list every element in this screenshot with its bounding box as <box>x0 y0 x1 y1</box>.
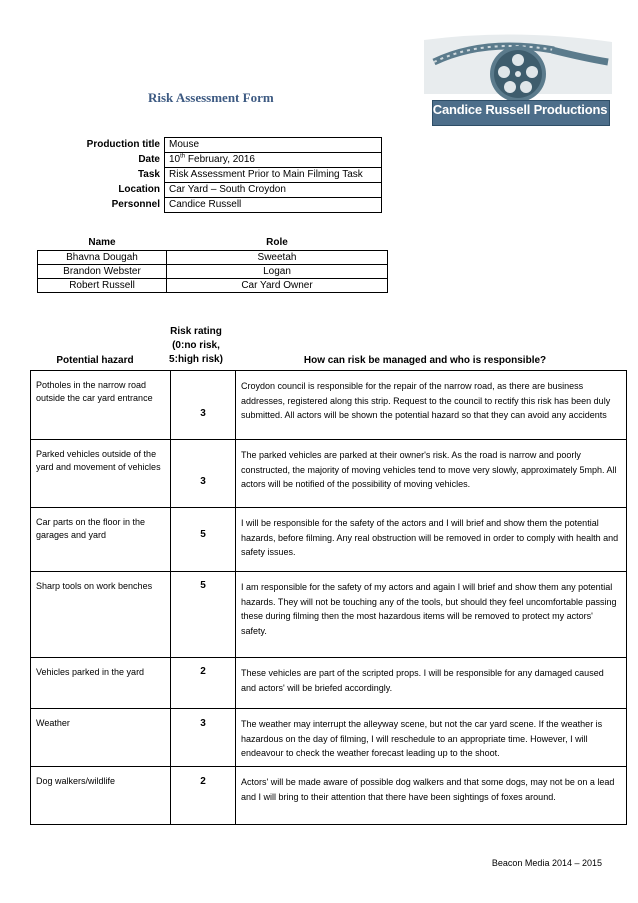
info-value: Mouse <box>165 138 382 153</box>
logo-text: Candice Russell Productions <box>432 102 608 117</box>
name-header: Name <box>88 237 116 248</box>
management-header: How can risk be managed and who is responsible? <box>303 355 547 366</box>
date-rest: February, 2016 <box>185 154 255 165</box>
risk-row <box>31 440 627 508</box>
rating-cell <box>171 572 236 658</box>
personnel-row <box>38 279 388 293</box>
risk-row <box>31 767 627 825</box>
risk-table <box>30 370 627 825</box>
person-role: Logan <box>167 265 388 279</box>
management-cell: The parked vehicles are parked at their owner's risk. As the road is narrow and poorly constructed, the majority of moving vehicles tend to move very slowly, approximately 5mph. All actors will be notified of the possibility of moving vehicles. <box>236 440 627 508</box>
info-row <box>60 153 382 168</box>
rating-cell <box>171 767 236 825</box>
management-cell: These vehicles are part of the scripted props. I will be responsible for any damaged caused and actors' will be briefed accordingly. <box>236 658 627 709</box>
risk-table-header <box>30 325 612 368</box>
hazard-cell: Vehicles parked in the yard <box>31 658 171 709</box>
info-row <box>60 183 382 198</box>
person-role: Car Yard Owner <box>167 279 388 293</box>
info-label: Production title <box>86 139 160 150</box>
rating-value: 2 <box>200 776 206 787</box>
rating-cell <box>171 508 236 572</box>
management-cell: I will be responsible for the safety of the actors and I will brief and show them the potential hazards, before filming. Any real obstruction will be removed in order to comply with health and safety issues. <box>236 508 627 572</box>
rating-value: 5 <box>200 580 206 591</box>
info-row <box>60 138 382 153</box>
personnel-header-row <box>38 235 388 251</box>
role-header: Role <box>266 237 288 248</box>
info-label: Location <box>118 184 160 195</box>
management-cell: Actors' will be made aware of possible dog walkers and that some dogs, may not be on a lead and I will bring to their attention that there have been sightings of foxes around. <box>236 767 627 825</box>
person-name: Brandon Webster <box>38 265 167 279</box>
person-role: Sweetah <box>167 251 388 265</box>
management-cell: The weather may interrupt the alleyway scene, but not the car yard scene. If the weather is hazardous on the day of filming, I will reschedule to an appropriate time. However, I will endeavour to check the weather forecast leading up to the shoot. <box>236 709 627 767</box>
info-value: Risk Assessment Prior to Main Filming Task <box>165 168 382 183</box>
hazard-cell: Dog walkers/wildlife <box>31 767 171 825</box>
rating-header-line: (0:no risk, <box>172 340 220 351</box>
risk-row <box>31 572 627 658</box>
info-label: Personnel <box>111 199 160 210</box>
rating-cell <box>171 709 236 767</box>
rating-header-line: 5:high risk) <box>169 354 223 365</box>
rating-header <box>162 325 230 367</box>
rating-value: 2 <box>200 666 206 677</box>
hazard-cell: Potholes in the narrow road outside the car yard entrance <box>31 371 171 440</box>
rating-header-line: Risk rating <box>170 326 222 337</box>
form-title: Risk Assessment Form <box>148 90 274 105</box>
info-row <box>60 198 382 213</box>
production-info-table <box>60 137 382 213</box>
rating-cell <box>171 440 236 508</box>
risk-row <box>31 508 627 572</box>
info-row <box>60 168 382 183</box>
hazard-cell: Parked vehicles outside of the yard and movement of vehicles <box>31 440 171 508</box>
management-cell: I am responsible for the safety of my actors and again I will brief and show them any potential hazards. They will not be touching any of the tools, but should they feel uncomfortable passing these during filming then the most hazardous items will be removed to protect my actors' safety. <box>236 572 627 658</box>
rating-cell <box>171 371 236 440</box>
info-label: Task <box>137 169 160 180</box>
personnel-table <box>37 235 388 293</box>
risk-row <box>31 371 627 440</box>
personnel-row <box>38 265 388 279</box>
rating-value: 3 <box>200 718 206 729</box>
info-label: Date <box>138 154 160 165</box>
hazard-header: Potential hazard <box>56 355 134 366</box>
hazard-cell: Car parts on the floor in the garages and yard <box>31 508 171 572</box>
risk-row <box>31 709 627 767</box>
hazard-cell: Sharp tools on work benches <box>31 572 171 658</box>
personnel-row <box>38 251 388 265</box>
page-footer: Beacon Media 2014 – 2015 <box>491 858 602 868</box>
person-name: Robert Russell <box>38 279 167 293</box>
rating-cell <box>171 658 236 709</box>
date-suffix: th <box>180 153 186 160</box>
info-value <box>165 153 382 168</box>
hazard-cell: Weather <box>31 709 171 767</box>
info-value: Candice Russell <box>165 198 382 213</box>
person-name: Bhavna Dougah <box>38 251 167 265</box>
rating-value: 3 <box>200 408 206 419</box>
risk-row <box>31 658 627 709</box>
rating-value: 3 <box>200 476 206 487</box>
info-value: Car Yard – South Croydon <box>165 183 382 198</box>
management-cell: Croydon council is responsible for the repair of the narrow road, as there are business addresses, registered along this strip. Request to the council to rectify this risk has been duly submitted. All actors will be shown the potential hazard so that they can avoid any accidents <box>236 371 627 440</box>
date-day: 10 <box>169 154 181 165</box>
company-logo <box>424 32 612 132</box>
rating-value: 5 <box>200 529 206 540</box>
